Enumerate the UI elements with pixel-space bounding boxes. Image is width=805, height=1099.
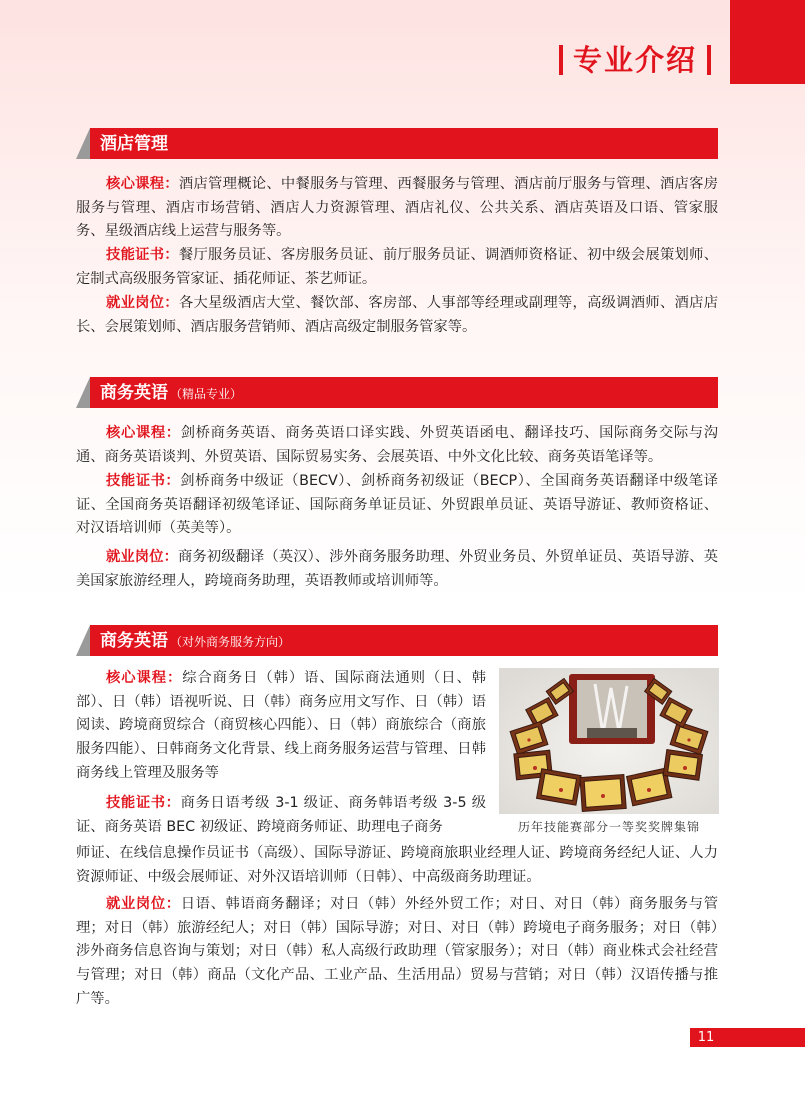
header-bar-right [707,45,711,75]
cert-text: 餐厅服务员证、客房服务员证、前厅服务员证、调酒师资格证、初中级会展策划师、定制式高级服务管家证、插花师证、茶艺师证。 [76,247,718,287]
corner-accent-block [730,0,805,84]
cert-label: 技能证书： [106,247,179,263]
foreign-core-courses [76,667,486,786]
job-text: 日语、韩语商务翻译；对日（韩）外经外贸工作；对日、对日（韩）商务服务与管理；对日（韩）旅游经纪人；对日（韩）国际导游；对日、对日（韩）跨境电子商务服务；对日（韩）涉外商务信息咨询与策划；对日（韩）私人高级行政助理（管家服务）；对日（韩）商业株式会社经营与管理；对日（韩）商品（文化产品、工业产品、生活用品）贸易与营销；对日（韩）汉语传播与推广等。 [76,896,719,1007]
job-label: 就业岗位： [106,295,179,311]
job-label: 就业岗位： [106,549,179,565]
section-title-bar [90,377,718,408]
core-label: 核心课程： [106,176,179,192]
section-title-bar [90,128,718,159]
section-subtitle: （精品专业） [170,387,243,401]
section-tab [76,377,90,408]
section-header-business-english-foreign [76,625,718,656]
foreign-certificates [76,792,486,839]
section-subtitle: （对外商务服务方向） [170,635,291,649]
award-plaques-photo [499,668,719,814]
business-english-certificates [76,470,718,541]
cert-label: 技能证书： [106,473,181,489]
header-title: 专业介绍 [572,43,697,77]
core-text: 综合商务日（韩）语、国际商法通则（日、韩部）、日（韩）语视听说、日（韩）商务应用文写作、日（韩）语阅读、跨境商贸综合（商贸核心四能）、日（韩）商旅综合（商旅服务四能）、日韩商务文化背景、线上商务服务运营与管理、日韩商务线上管理及服务等 [76,670,487,781]
core-text: 剑桥商务英语、商务英语口译实践、外贸英语函电、翻译技巧、国际商务交际与沟通、商务英语谈判、外贸英语、国际贸易实务、会展英语、中外文化比较、商务英语笔译等。 [76,425,719,465]
page-header [549,40,721,80]
core-label: 核心课程： [106,425,181,441]
page-number: 11 [697,1030,715,1045]
cert-text-cont: 师证、在线信息操作员证书（高级）、国际导游证、跨境商旅职业经理人证、跨境商务经纪人证、人力资源师证、中级会展师证、对外汉语培训师（日韩）、中高级商务助理证。 [76,845,718,885]
job-text: 商务初级翻译（英汉）、涉外商务服务助理、外贸业务员、外贸单证员、英语导游、英美国家旅游经理人，跨境商务助理，英语教师或培训师等。 [76,549,718,589]
cert-label: 技能证书： [106,795,181,811]
foreign-jobs [76,893,718,1012]
section-header-hotel-management [76,128,718,159]
section-title: 商务英语 [100,383,168,403]
business-english-core-courses [76,422,718,469]
cert-text: 剑桥商务中级证（BECV）、剑桥商务初级证（BECP）、全国商务英语翻译中级笔译证、全国商务英语翻译初级笔译证、国际商务单证员证、外贸跟单员证、英语导游证、教师资格证、对汉语培训师（英美等）。 [76,473,719,537]
section-title: 商务英语 [100,631,168,651]
hotel-jobs [76,292,718,339]
photo-caption: 历年技能赛部分一等奖奖牌集锦 [517,820,700,834]
business-english-jobs [76,546,718,593]
page-number-bar [690,1028,805,1047]
job-text: 各大星级酒店大堂、餐饮部、客房部、人事部等经理或副理等，高级调酒师、酒店店长、会展策划师、酒店服务营销师、酒店高级定制服务管家等。 [76,295,718,335]
job-label: 就业岗位： [106,896,181,912]
core-label: 核心课程： [106,670,183,686]
section-tab [76,625,90,656]
section-title-bar [90,625,718,656]
section-header-business-english [76,377,718,408]
core-text: 酒店管理概论、中餐服务与管理、西餐服务与管理、酒店前厅服务与管理、酒店客房服务与管理、酒店市场营销、酒店人力资源管理、酒店礼仪、公共关系、酒店英语及口语、管家服务、星级酒店线上运营与服务等。 [76,176,718,240]
foreign-certificates-cont [76,842,718,889]
section-tab [76,128,90,159]
hotel-core-courses [76,173,718,244]
header-bar-left [559,45,563,75]
hotel-certificates [76,244,718,291]
section-title: 酒店管理 [100,134,168,154]
award-plaques-illustration [499,668,719,814]
cert-text: 商务日语考级 3-1 级证、商务韩语考级 3-5 级证、商务英语 BEC 初级证、跨境商务师证、助理电子商务 [76,795,486,835]
